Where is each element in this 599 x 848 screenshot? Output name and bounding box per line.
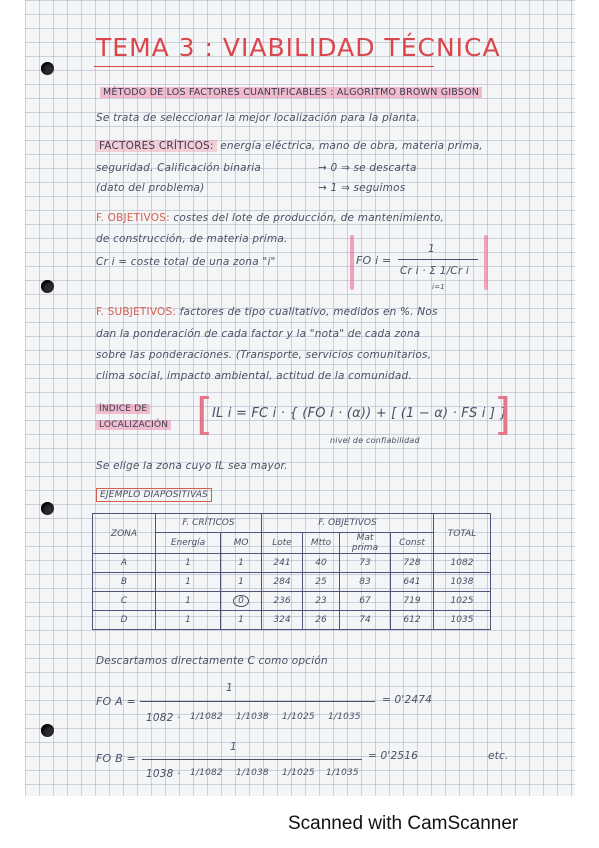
- table-cell: 1025: [434, 592, 491, 611]
- criticos-arrow-zero: → 0 ⇒ se descarta: [318, 162, 417, 174]
- table-cell-circled: [221, 592, 262, 611]
- indice-formula: IL i = FC i · { (FO i · (α)) + [ (1 − α) · FS i ] }: [212, 406, 508, 421]
- objetivos-label: F. OBJETIVOS:: [96, 212, 170, 224]
- subheader-cell: Const: [391, 533, 434, 554]
- subheader-cell: Mtto: [303, 533, 340, 554]
- criticos-label: FACTORES CRÍTICOS:: [96, 140, 217, 152]
- calc-a-numerator: 1: [226, 682, 233, 694]
- table-cell: 73: [340, 554, 391, 573]
- indice-bracket-left: [: [196, 389, 214, 440]
- header-criticos: F. CRÍTICOS: [156, 514, 262, 533]
- table-cell: 1082: [434, 554, 491, 573]
- table-row: [93, 554, 491, 573]
- section-heading: MÉTODO DE LOS FACTORES CUANTIFICABLES : ALGORITMO BROWN GIBSON: [100, 87, 482, 98]
- title-underline: [94, 66, 434, 67]
- indice-bracket-right: ]: [494, 389, 512, 440]
- subjetivos-label: F. SUBJETIVOS:: [96, 306, 177, 318]
- table-cell: 40: [303, 554, 340, 573]
- page-title: TEMA 3 : VIABILIDAD TÉCNICA: [96, 33, 501, 62]
- calc-b-etc: etc.: [488, 750, 509, 762]
- table-cell: 1: [221, 611, 262, 630]
- binder-hole: [41, 62, 54, 75]
- table-cell: 719: [391, 592, 434, 611]
- calc-b-result: = 0'2516: [368, 750, 419, 762]
- camscanner-footer: Scanned with CamScanner: [288, 813, 519, 834]
- table-cell: 241: [262, 554, 303, 573]
- table-cell: 67: [340, 592, 391, 611]
- table-row: [93, 592, 491, 611]
- table-cell: 324: [262, 611, 303, 630]
- table-cell: 728: [391, 554, 434, 573]
- subjetivos-line2: dan la ponderación de cada factor y la "nota" de cada zona: [96, 328, 421, 340]
- subheader-cell: Mat prima: [340, 533, 391, 554]
- calc-a-term: 1/1035: [328, 712, 361, 722]
- table-cell: 26: [303, 611, 340, 630]
- zona-cell: D: [93, 611, 156, 630]
- table-cell: 1035: [434, 611, 491, 630]
- table-cell: 1: [221, 554, 262, 573]
- calc-b-numerator: 1: [230, 741, 237, 753]
- table-cell: 236: [262, 592, 303, 611]
- intro-line: Se trata de seleccionar la mejor localización para la planta.: [96, 112, 421, 124]
- calc-b-term: 1/1038: [236, 768, 269, 778]
- table-cell: 1: [156, 611, 221, 630]
- fo-formula-numerator: 1: [428, 243, 435, 255]
- subjetivos-line4: clima social, impacto ambiental, actitud de la comunidad.: [96, 370, 412, 382]
- table-cell: 83: [340, 573, 391, 592]
- circled-zero: 0: [233, 595, 249, 607]
- table-cell: 641: [391, 573, 434, 592]
- table-cell: 1038: [434, 573, 491, 592]
- criticos-line2: seguridad. Calificación binaria: [96, 162, 261, 174]
- table-cell: 74: [340, 611, 391, 630]
- example-heading: EJEMPLO DIAPOSITIVAS: [96, 488, 212, 502]
- zona-cell: A: [93, 554, 156, 573]
- table-cell: 1: [156, 554, 221, 573]
- subjetivos-line3: sobre las ponderaciones. (Transporte, servicios comunitarios,: [96, 349, 432, 361]
- calc-a-result: = 0'2474: [382, 694, 433, 706]
- header-objetivos: F. OBJETIVOS: [262, 514, 434, 533]
- table-row: [93, 611, 491, 630]
- criticos-line1: FACTORES CRÍTICOS: energía eléctrica, mano de obra, materia prima,: [96, 140, 483, 152]
- objetivos-line1: F. OBJETIVOS: costes del lote de producción, de mantenimiento,: [96, 212, 445, 224]
- table-cell: 25: [303, 573, 340, 592]
- formula-bracket-left: [350, 235, 354, 290]
- binder-hole: [41, 280, 54, 293]
- criticos-line3: (dato del problema): [96, 182, 205, 194]
- indice-conclusion: Se elige la zona cuyo IL sea mayor.: [96, 460, 288, 472]
- binder-hole: [41, 502, 54, 515]
- discard-note: Descartamos directamente C como opción: [96, 655, 328, 667]
- calc-a-lhs: FO A =: [96, 695, 136, 708]
- calc-a-fraction-bar: [140, 701, 375, 702]
- cri-definition: Cr i = coste total de una zona "i": [96, 256, 276, 268]
- calc-b-den-prefix: 1038 ·: [146, 768, 181, 780]
- table-row: [93, 573, 491, 592]
- formula-bracket-right: [484, 235, 488, 290]
- calc-b-term: 1/1035: [326, 768, 359, 778]
- header-zona: ZONA: [93, 514, 156, 554]
- table-cell: 1: [156, 573, 221, 592]
- calc-a-term: 1/1038: [236, 712, 269, 722]
- zona-cell: B: [93, 573, 156, 592]
- objetivos-line2: de construcción, de materia prima.: [96, 233, 288, 245]
- calc-a-term: 1/1025: [282, 712, 315, 722]
- nivel-confiabilidad-note: nivel de confiabilidad: [330, 436, 420, 445]
- table-cell: 612: [391, 611, 434, 630]
- table-cell: 284: [262, 573, 303, 592]
- fo-formula-lhs: FO i =: [356, 254, 392, 267]
- calc-b-fraction-bar: [142, 759, 362, 760]
- calc-a-den-prefix: 1082 ·: [146, 712, 181, 724]
- subheader-cell: Lote: [262, 533, 303, 554]
- table-cell: 1: [156, 592, 221, 611]
- zona-cell: C: [93, 592, 156, 611]
- table-cell: 23: [303, 592, 340, 611]
- criticos-arrow-one: → 1 ⇒ seguimos: [318, 182, 406, 194]
- binder-hole: [41, 724, 54, 737]
- subjetivos-line1: F. SUBJETIVOS: factores de tipo cualitativo, medidos en %. Nos: [96, 306, 438, 318]
- subheader-cell: Energía: [156, 533, 221, 554]
- zones-table: [92, 513, 491, 630]
- calc-b-term: 1/1082: [190, 768, 223, 778]
- indice-label-1: ÍNDICE DE: [96, 404, 150, 414]
- calc-b-term: 1/1025: [282, 768, 315, 778]
- header-total: TOTAL: [434, 514, 491, 554]
- fo-formula-denominator: Cr i · Σ 1/Cr i: [400, 265, 470, 277]
- subheader-cell: MO: [221, 533, 262, 554]
- table-cell: 1: [221, 573, 262, 592]
- indice-label-2: LOCALIZACIÓN: [96, 420, 171, 430]
- calc-b-lhs: FO B =: [96, 752, 136, 765]
- calc-a-term: 1/1082: [190, 712, 223, 722]
- fo-fraction-bar: [398, 259, 478, 260]
- fo-sum-limits: i=1: [432, 283, 445, 291]
